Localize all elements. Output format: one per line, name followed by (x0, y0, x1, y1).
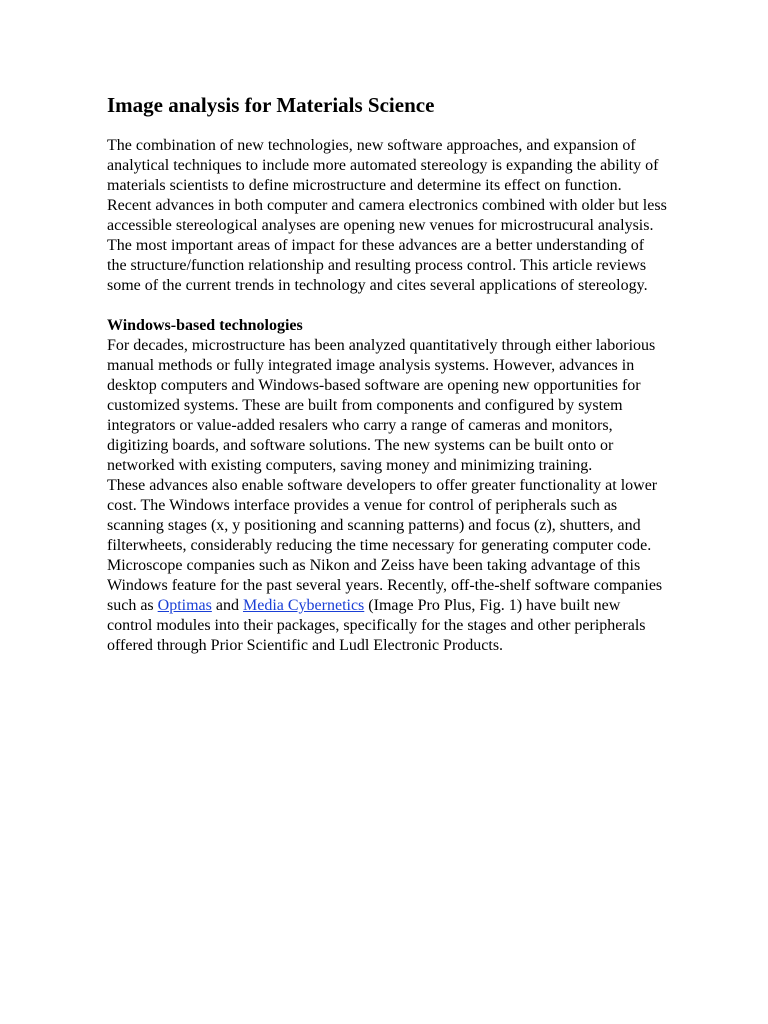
section-paragraph-1: For decades, microstructure has been analyzed quantitatively through either laborious manual methods or fully integrated image analysis systems. However, advances in desktop computers and Windows-based software are opening new opportunities for customized systems. These are built from components and configured by system integrators or value-added resalers who carry a range of cameras and monitors, digitizing boards, and software solutions. The new systems can be built onto or networked with existing computers, saving money and minimizing training. (107, 337, 656, 474)
and-text: and (211, 597, 243, 614)
section-paragraph-2-text: These advances also enable software developers to offer greater functionality at lower cost. The Windows interface provides a venue for control of peripherals such as scanning stages (x, y positioning and scanning patterns) and focus (z), shutters, and filterwheets, considerably reducing the time necessary for generating computer code. Microscope companies such as Nikon and Zeiss have been taking advantage of this Windows feature for the past several years. Recently, off-the-shelf software companies such as (107, 477, 663, 614)
section-paragraph-2 (107, 476, 667, 656)
section-spacer (107, 296, 667, 316)
section-heading: Windows-based technologies (107, 317, 303, 334)
article (107, 92, 667, 656)
intro-paragraph-2: Recent advances in both computer and camera electronics combined with older but less accessible stereological analyses are opening new venues for microstrucural analysis. The most important areas of impact for these advances are a better understanding of the structure/function relationship and resulting process control. This article reviews some of the current trends in technology and cites several applications of stereology. (107, 197, 667, 294)
section-paragraph-2-tail: (Image Pro Plus, Fig. 1) have built new control modules into their packages, specifically for the stages and other peripherals offered through Prior Scientific and Ludl Electronic Products. (107, 597, 646, 654)
intro-paragraph-1: The combination of new technologies, new software approaches, and expansion of analytical techniques to include more automated stereology is expanding the ability of materials scientists to define microstructure and determine its effect on function. (107, 137, 659, 194)
optimas-link[interactable]: Optimas (157, 597, 212, 614)
article-title: Image analysis for Materials Science (107, 93, 435, 117)
media-cybernetics-link[interactable]: Media Cybernetics (242, 597, 365, 614)
